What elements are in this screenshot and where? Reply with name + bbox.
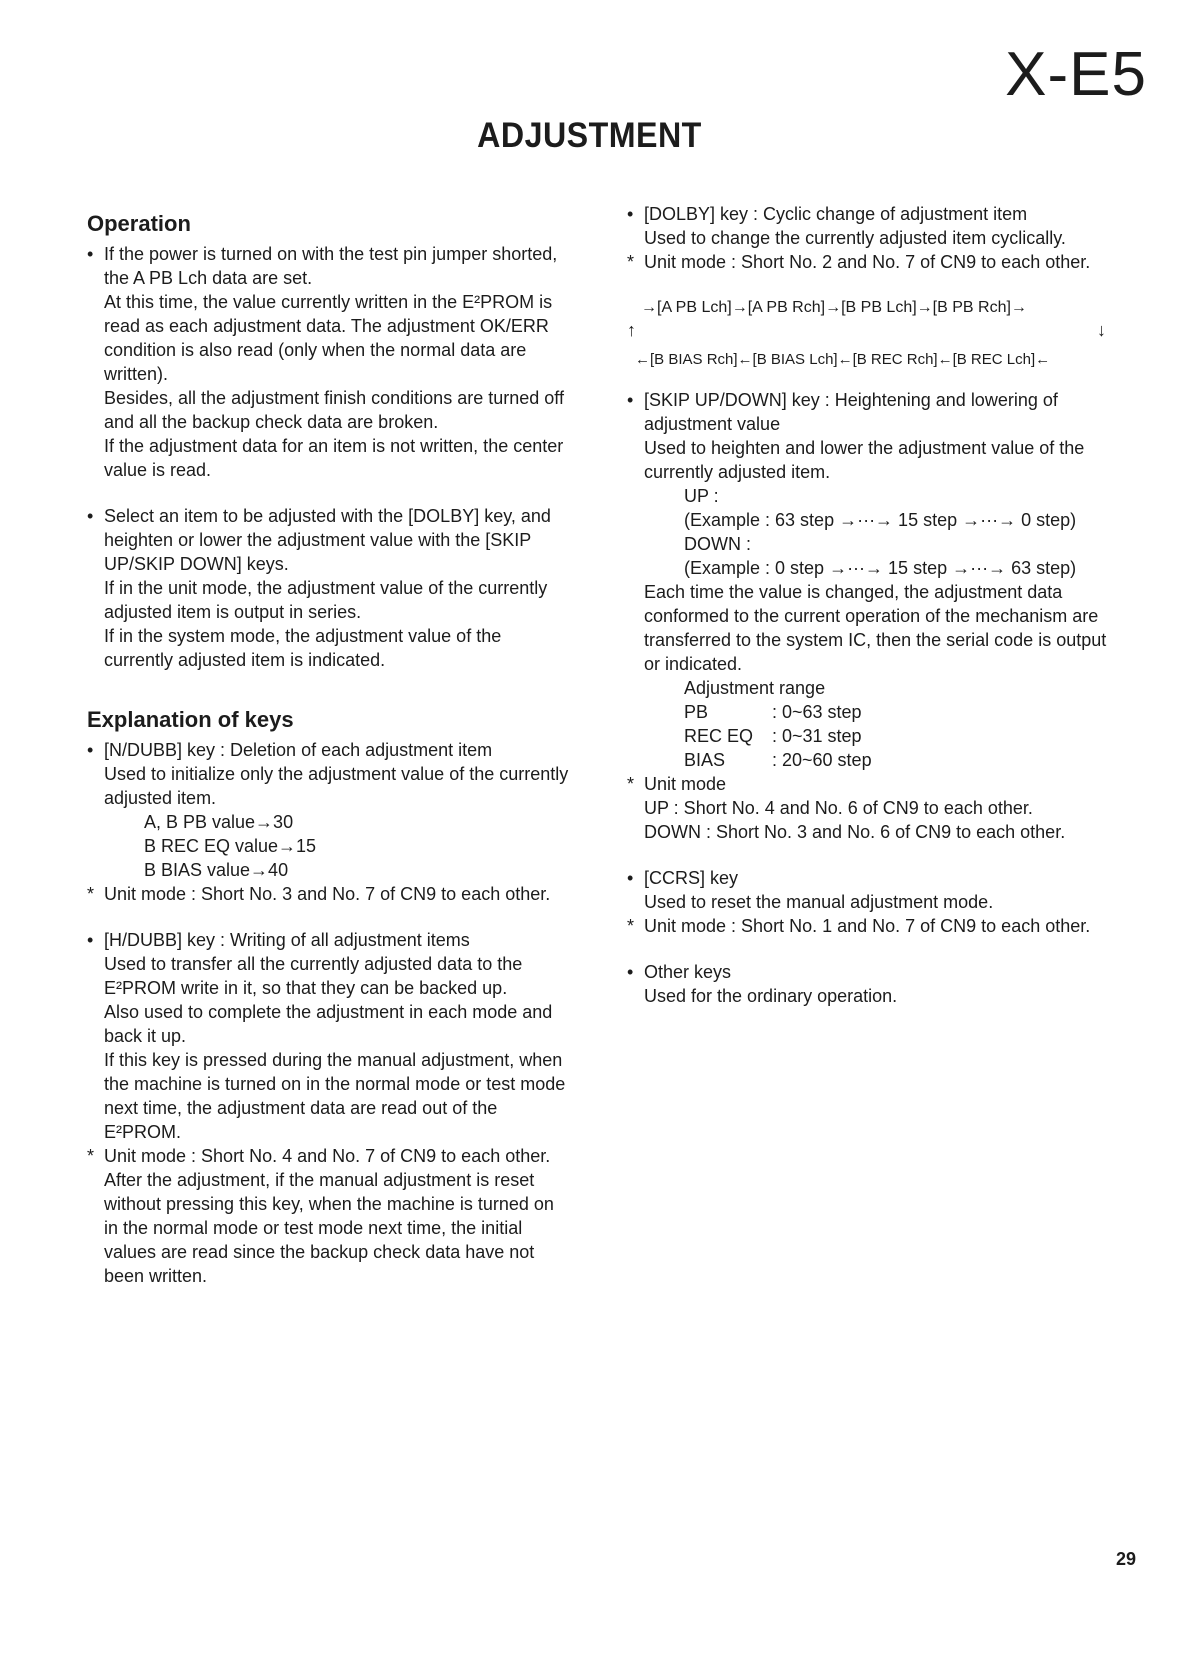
bullet-marker: • bbox=[627, 962, 634, 982]
star-marker: * bbox=[627, 774, 635, 794]
key-desc: Also used to complete the adjustment in each mode and back it up. bbox=[104, 1002, 553, 1046]
star-marker: * bbox=[627, 252, 635, 272]
range-name: REC EQ bbox=[684, 726, 754, 746]
up-label: UP : bbox=[684, 486, 719, 506]
ccrs-unit-mode bbox=[627, 914, 1114, 938]
unit-mode-text: Unit mode : Short No. 2 and No. 7 of CN9 to each other. bbox=[644, 252, 1091, 272]
hdubb-key bbox=[87, 928, 572, 1144]
ccrs-key bbox=[627, 866, 1114, 914]
dolby-unit-mode bbox=[627, 250, 1114, 274]
unit-mode-title: Unit mode bbox=[644, 774, 727, 794]
each-time-text: Each time the value is changed, the adjustment data conformed to the current operation of the mechanism are transferred to the system IC, then the serial code is output or indicated. bbox=[644, 582, 1107, 674]
skip-unit-mode bbox=[627, 772, 1114, 844]
key-title: [H/DUBB] key : Writing of all adjustment items bbox=[104, 930, 470, 950]
range-row bbox=[644, 748, 1114, 772]
model-number: X-E5 bbox=[1005, 40, 1147, 109]
star-marker: * bbox=[87, 1146, 95, 1166]
up-example: (Example : 63 step →···→ 15 step →···→ 0 step) bbox=[684, 510, 1077, 530]
key-title: [CCRS] key bbox=[644, 868, 739, 888]
arrow-down-icon: ↓ bbox=[1097, 320, 1106, 340]
range-value: : 0~63 step bbox=[772, 702, 862, 722]
page-number: 29 bbox=[1115, 1549, 1136, 1569]
operation-bullet-2 bbox=[87, 504, 572, 672]
bullet-marker: • bbox=[87, 930, 94, 950]
adjustment-cycle-diagram bbox=[627, 296, 1114, 388]
key-desc: Used to reset the manual adjustment mode. bbox=[644, 892, 994, 912]
paragraph: Besides, all the adjustment finish conditions are turned off and all the backup check data are broken. bbox=[104, 388, 564, 432]
key-desc: Used to change the currently adjusted item cyclically. bbox=[644, 228, 1066, 248]
paragraph: If the adjustment data for an item is not written, the center value is read. bbox=[104, 436, 564, 480]
paragraph: At this time, the value currently written in the E²PROM is read as each adjustment data. The adjustment OK/ERR condition is also read (only when the normal data are written). bbox=[104, 292, 553, 384]
skip-key bbox=[627, 388, 1114, 772]
cycle-top-row: →[A PB Lch]→[A PB Rch]→[B PB Lch]→[B PB Rch]→ bbox=[641, 299, 1027, 316]
unit-mode-text: Unit mode : Short No. 4 and No. 7 of CN9 to each other. bbox=[104, 1146, 551, 1166]
range-value: : 20~60 step bbox=[772, 750, 872, 770]
range-title: Adjustment range bbox=[684, 678, 826, 698]
reset-value: A, B PB value→30 bbox=[144, 812, 294, 832]
paragraph: Select an item to be adjusted with the [DOLBY] key, and heighten or lower the adjustment value with the [SKIP UP/SKIP DOWN] keys. bbox=[104, 506, 551, 574]
star-marker: * bbox=[87, 884, 95, 904]
operation-bullet-1 bbox=[87, 242, 572, 482]
key-desc: Used to transfer all the currently adjusted data to the E²PROM write in it, so that they can be backed up. bbox=[104, 954, 523, 998]
page-title: ADJUSTMENT bbox=[477, 116, 702, 155]
other-keys bbox=[627, 960, 1114, 1008]
reset-value: B REC EQ value→15 bbox=[144, 836, 317, 856]
unit-mode-text: Unit mode : Short No. 3 and No. 7 of CN9 to each other. bbox=[104, 884, 551, 904]
key-desc: If this key is pressed during the manual adjustment, when the machine is turned on in the normal mode or test mode next time, the adjustment data are read out of the E²PROM. bbox=[104, 1050, 566, 1142]
unit-mode-down: DOWN : Short No. 3 and No. 6 of CN9 to each other. bbox=[644, 822, 1066, 842]
hdubb-unit-mode bbox=[87, 1144, 572, 1288]
unit-mode-up: UP : Short No. 4 and No. 6 of CN9 to each other. bbox=[644, 798, 1033, 818]
paragraph: If in the unit mode, the adjustment value of the currently adjusted item is output in series. bbox=[104, 578, 548, 622]
down-example: (Example : 0 step →···→ 15 step →···→ 63 step) bbox=[684, 558, 1077, 578]
key-title: [SKIP UP/DOWN] key : Heightening and lowering of adjustment value bbox=[644, 390, 1058, 434]
dolby-key bbox=[627, 202, 1114, 250]
operation-heading: Operation bbox=[87, 211, 191, 236]
key-desc: Used to initialize only the adjustment value of the currently adjusted item. bbox=[104, 764, 569, 808]
paragraph: If the power is turned on with the test pin jumper shorted, the A PB Lch data are set. bbox=[104, 244, 558, 288]
right-column bbox=[627, 202, 1114, 1008]
unit-mode-text: Unit mode : Short No. 1 and No. 7 of CN9 to each other. bbox=[644, 916, 1091, 936]
ndubb-unit-mode bbox=[87, 882, 572, 906]
keys-heading: Explanation of keys bbox=[87, 707, 294, 732]
cycle-bottom-row: ←[B BIAS Rch]←[B BIAS Lch]←[B REC Rch]←[B REC Lch]← bbox=[635, 351, 1051, 368]
after-adjustment-text: After the adjustment, if the manual adjustment is reset without pressing this key, when the machine is turned on in the normal mode or test mode next time, the initial values are read since the backup check data have not been written. bbox=[104, 1170, 554, 1286]
range-row bbox=[644, 700, 1114, 724]
bullet-marker: • bbox=[627, 390, 634, 410]
ndubb-key bbox=[87, 738, 572, 882]
key-title: Other keys bbox=[644, 962, 732, 982]
star-marker: * bbox=[627, 916, 635, 936]
bullet-marker: • bbox=[87, 740, 94, 760]
key-desc: Used for the ordinary operation. bbox=[644, 986, 898, 1006]
bullet-marker: • bbox=[627, 204, 634, 224]
paragraph: If in the system mode, the adjustment value of the currently adjusted item is indicated. bbox=[104, 626, 502, 670]
down-label: DOWN : bbox=[684, 534, 751, 554]
bullet-marker: • bbox=[627, 868, 634, 888]
left-column bbox=[87, 210, 572, 1288]
range-value: : 0~31 step bbox=[772, 726, 862, 746]
arrow-up-icon: ↑ bbox=[627, 320, 636, 340]
bullet-marker: • bbox=[87, 506, 94, 526]
key-title: [DOLBY] key : Cyclic change of adjustment item bbox=[644, 204, 1028, 224]
range-name: BIAS bbox=[684, 750, 726, 770]
key-desc: Used to heighten and lower the adjustment value of the currently adjusted item. bbox=[644, 438, 1085, 482]
range-row bbox=[644, 724, 1114, 748]
bullet-marker: • bbox=[87, 244, 94, 264]
key-title: [N/DUBB] key : Deletion of each adjustment item bbox=[104, 740, 493, 760]
reset-value: B BIAS value→40 bbox=[144, 860, 289, 880]
range-name: PB bbox=[684, 702, 709, 722]
